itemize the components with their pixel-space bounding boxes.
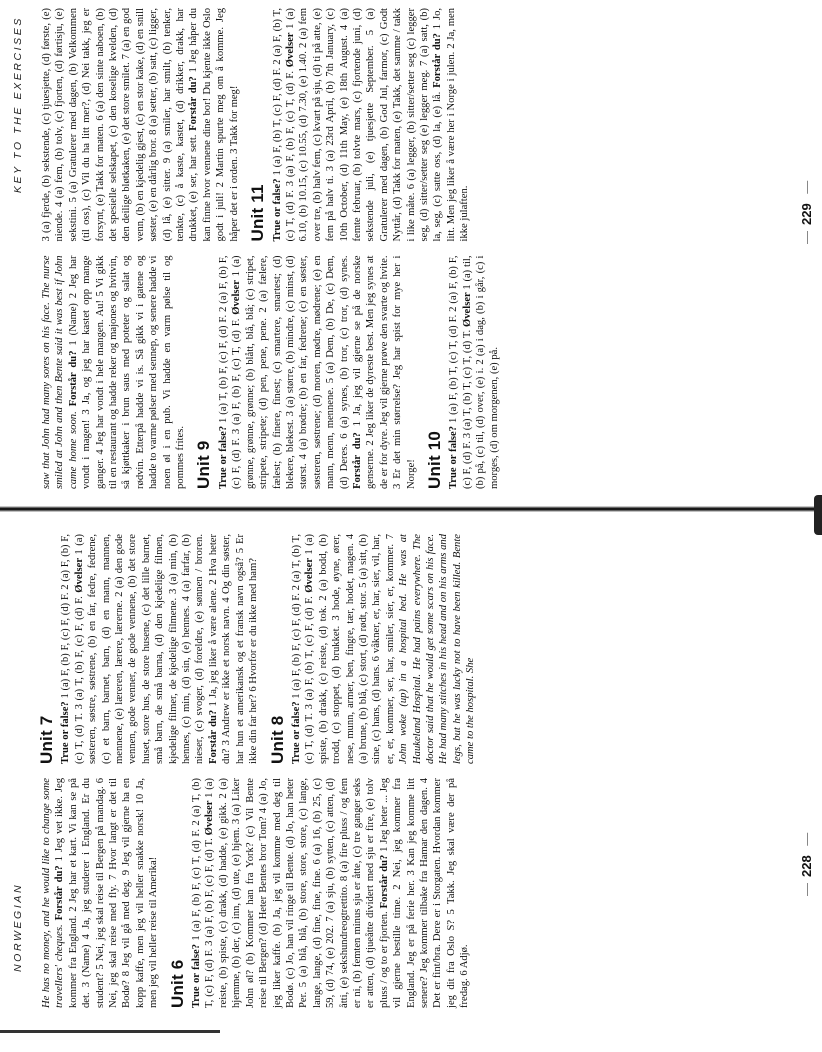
tf-label: True or false? xyxy=(271,175,283,242)
unit-6-title: Unit 6 xyxy=(167,959,187,1008)
running-head: NORWEGIAN xyxy=(12,882,24,972)
tf-answers: 1 (a) F, (b) F, (c) F, (d) F. 2 (a) F, (b) F, (c) T, (d) T. 3 (a) T, (b) F, (c) F, (d) F. xyxy=(60,534,85,764)
unit-7-title: Unit 7 xyxy=(37,715,56,764)
column-2 xyxy=(40,8,501,242)
intro-text: He has no money, and he would like to change some travellers' cheques. xyxy=(41,778,66,1008)
forstar-text: 1 Jeg håper du kan finne hvor vennene dine bor! Du kjente ikke Oslo godt i juli! 2 Martin spurte meg om å komme. Jeg håper det er i orden. 3 Takk for meg! xyxy=(188,7,240,242)
tf-answers: 1 (a) F, (b) T, (c) T, (d) F. 2 (a) F, (b) F, (c) F, (d) F. 3 (a) T, (b) T, (c) T, (d) T. xyxy=(448,255,473,489)
ovelser-label: Øvelser xyxy=(204,797,216,836)
ovelser-answers: 1 (a) reiste, (b) spiste, (c) drakk, (d) hadde, (e) gikk. 2 (a) hjemme, (b) der, (c) inn, (d) ute, (e) hjem. 3 (a) Liker John øl? (b) Kommer han fra York? (c) Vil Bente reise til Bergen? (d) Heter Bentes bror Tom? 4 (a) Jo, jeg liker kaffe. (b) Ja, jeg vil komme med deg til Bodø. (c) Jo, han vil ringe til Bente. (d) Jo, han heter Per. 5 (a) blå, blå, (b) store, store, store, (c) lange, lange, lange, (d) fine, fine, fine. 6 (a) 16, (b) 25, (c) 59, (d) 74, (e) 202. 7 (a) sju, (b) sytten, (c) atten, (d) åtti, (e) sekshundreogtrettito. 8 (a) fire pluss / og fem er ni, (b) femten minus sju er åtte, (c) tre ganger seks er atten, (d) tjueåtte dividert med sju er fire, (e) tolv pluss / og to er fjorten. xyxy=(204,778,390,1008)
ovelser-label: Øvelser xyxy=(304,554,316,593)
forstar-label: Forstår du? xyxy=(207,706,219,764)
forstar-label: Forstår du? xyxy=(432,29,444,88)
tf-label: True or false? xyxy=(290,698,302,764)
forstar-text: 1 Jeg vet ikke. Jeg kommer fra England. 2 Jeg har et kart. Vi kan se på det. 3 (Name) 4 Ja, jeg studerer i England. Er du student? 5 Nei, jeg skal reise til Bergen på mandag. 6 Nei, jeg skal reise med fly. 7 Hvor langt er det til Bodø? 8 Jeg vil gå med deg. 9 Jeg vil gjerne ha en kopp kaffe, men jeg vil heller snakke norsk! 10 Ja, men jeg vil heller reise til Amerika! xyxy=(54,777,160,1008)
unit-9-title: Unit 9 xyxy=(194,440,214,489)
forstar-label: Forstår du? xyxy=(54,861,66,921)
tf-answers: 1 (a) F, (b) F, (c) F, (d) F. 2 (a) T, (b) T, (c) T, (d) T. 3 (a) F, (b) T, (c) F, (d) F. xyxy=(290,533,316,764)
tf-label: True or false? xyxy=(60,698,72,764)
tf-answers: 1 (a) T, (b) F, (c) F, (d) F. 2 (a) F, (b) F, (c) F, (d) F. 3 (a) F, (b) F, (c) T, (d) F. xyxy=(217,255,243,489)
unit-10-title: Unit 10 xyxy=(424,430,444,489)
column-1 xyxy=(40,778,478,1008)
forstar-text: 1 (Name) 2 Jeg har vondt i magen! 3 Ja, og jeg har kastet opp mange ganger. 4 Jeg har vondt i hele mangen. Au! 5 Vi gikk til en restaurant og hadde reker og majones og hvitvin, så kjøttkaker i brun saus med poteter og salat og rødvin. Etterpå hadde vi is. Så gikk vi i gatene og hadde to varme pølser med sennep, og senere hadde vi noen øl i en pub. Vi hadde en varm pølse til og pommes frites. xyxy=(67,255,187,489)
english-translation: John woke (up) in a hospital bed. He was at Haukeland Hospital. He had pains everywhere. The doctor said that he would get some scars on his face. He had many stitches in his head and on his arms and legs, but he was lucky not to have been killed. Bente came to the hospital. She xyxy=(398,534,477,764)
page-number: —228 — xyxy=(799,832,814,896)
forstar-label: Forstår du? xyxy=(188,72,200,131)
unit-11-title: Unit 11 xyxy=(248,184,268,242)
ovelser-label: Øvelser xyxy=(461,289,473,327)
ovelser-answers: 1 (a) søsteren, søstre, søstrene, (b) en far, fedre, fedrene, (c) et barn, barnet, barn, (d) en mann, mannen, mennene, (e) læreren, lærere, lærerne. 2 (a) den gode vennen, gode venner, de gode vennene, (b) det store huset, store hus, de store husene, (c) det lille barnet, små barn, de små barna, (d) den kjedelige filmen, kjedelige filmer, de kjedelige filmene. 3 (a) min, (b) hennes, (c) min, (d) sin, (e) hennes. 4 (a) farfar, (b) nieser, (c) svoger, (d) foreldre, (e) sønnen / broren. xyxy=(73,534,206,764)
book-gutter xyxy=(0,506,822,512)
forstar-text: 1 Jo, litt. Men jeg liker å være her i Norge i julen. 2 Ja, men ikke julaften. xyxy=(432,7,471,242)
column-2 xyxy=(37,533,478,764)
tf-answers: 1 (a) F, (b) F, (c) T, (d) F. 2 (a) T, (b) T, (c) F, (d) F. 3 (a) F, (b) F, (c) F, (d) T. xyxy=(191,777,216,1008)
page-number: —229 — xyxy=(799,180,814,244)
tf-answers: 1 (a) F, (b) T, (c) F, (d) F. 2 (a) F, (b) T, (c) T, (d) F. 3 (a) F, (b) F, (c) T, (d) F. xyxy=(271,7,296,242)
ovelser-label: Øvelser xyxy=(284,28,296,68)
forstar-text: 1 Ja, jeg liker å være alene. 2 Hva heter du? 3 Andrew er ikke et norsk navn. 4 Og din søster, har hun et amerikansk og et fransk navn også? 5 Er ikke din far her? 6 Hvorfor er du ikke med ham? xyxy=(207,534,260,764)
page-229 xyxy=(0,0,822,505)
ovelser-answers: 1 (a) til, (b) på, (c) til, (d) over, (e) i. 2 (a) i dag, (b) i går, (c) i morges, (d) om morgenen, (e) på. xyxy=(461,255,500,489)
ovelser-label: Øvelser xyxy=(231,276,243,315)
tf-label: True or false? xyxy=(191,940,203,1008)
intro-text: saw that John had many sores on his face. The nurse smiled at John and then Bente said it was best if John came home soon. xyxy=(41,255,79,489)
ovelser-answers: 1 (a) spiste, (b) drakk, (c) reiste, (d) tok. 2 (a) bodd, (b) trodd, (c) stoppet, (d) brukket. 3 hode, øyne, ører, nese, munn, armer, ben, fingre, tær, hodet, magen. 4 (a) brune, (b) blå, (c) stort, (d) rødt, stor. 5 (a) sitt, (b) sine, (c) hans, (d) hans. 6 våkner, er, har, sier, vil, har, er, er, kommer, ser, har, smiler, sier, er, kommer. 7 xyxy=(304,534,396,764)
forstar-text: 1 Jeg heter ... Jeg vil gjerne bestille time. 2 Nei, jeg kommer fra England. Jeg er på ferie her. 3 Kan jeg komme litt senere? Jeg kommer tilbake fra Hamar den dagen. 4 Det er fint/bra. Dere er i Storgaten. Hvordan kommer jeg dit fra Oslo S? 5 Takk. Jeg skal være der på fredag. 6 Adjø. xyxy=(378,778,471,1008)
tf-label: True or false? xyxy=(217,422,229,489)
forstar-text: 1 Ja, jeg vil gjerne se på de norske genserne. 2 Jeg liker de dyreste best. Men jeg synes at de er for dyre. Jeg vil gjerne prøve den svarte og hvite. 3 Er det min størrelse? Jeg har spist for mye her i Norge! xyxy=(351,255,417,489)
page-number-text: 228 xyxy=(799,851,814,877)
unit-8-title: Unit 8 xyxy=(267,715,287,764)
ovelser-answers: 1 (a) grønne, grønne, grønne; (b) blått, blå, blå; (c) stripet, stripete, stripete; (d) pen, pene, pene. 2 (a) fælere, fælest; (b) finere, finest; (c) smartere, smartest; (d) blekere, blekest. 3 (a) større, (b) mindre, (c) minst, (d) størst. 4 (a) brødre; (b) en far, fedrene; (c) en søster, søsteren, søstrene; (d) moren, mødre, mødrene; (e) en mann, menn, mennene. 5 (a) Dem, (b) De, (c) Dem, (d) Deres. 6 (a) synes, (b) tror, (c) tror, (d) synes. xyxy=(231,255,350,489)
page-number-text: 229 xyxy=(799,199,814,225)
tf-label: True or false? xyxy=(448,423,460,489)
ovelser-label: Øvelser xyxy=(73,554,85,593)
running-head: KEY TO THE EXERCISES xyxy=(12,16,24,194)
forstar-label: Forstår du? xyxy=(351,426,363,489)
ovelser-answers: 1 (a) 6.10, (b) 10.15, (c) 10.55, (d) 7.30, (e) 1.40. 2 (a) fem over tre, (b) halv fem, (c) kvart på sju, (d) ti på atte, (e) fem på halv ti. 3 (a) 23rd April, (b) 7th January, (c) 10th October, (d) 11th May, (e) 18th August. 4 (a) femte februar, (b) tolvte mars, (c) fjortende juni, (d) sekstende juli, (e) tjuesjette September. 5 (a) Gratulerer med dagen, (b) God Jul, farmor, (c) Godt Nyttår, (d) Takk for maten, (e) Takk, det samme / takk i like måte. 6 (a) legger, (b) sitter/setter seg (c) legger seg, (d) sitter/setter seg (e) legger meg. 7 (a) satt, (b) la, seg, (c) satte oss, (d) la, (e) lå. xyxy=(284,7,444,242)
answers-text: 3 (a) fjerde, (b) sekstende, (c) tjuesjette, (d) første, (e) niende. 4 (a) fem, (b) tolv, (c) fjorten, (d) førtisju, (e) sekstini. 5 (a) Gratulerer med dagen, (b) Velkommen (til oss), (c) Vil du ha litt mer?, (d) Nei takk, jeg er forsynt, (e) Takk for maten. 6 (a) den sinte naboen, (b) det spesielle selskapet, (c) den koselige kvelden, (d) den deilige bløtkaken, (e) det store smilet. 7 (a) en god venn, (b) en kjedelig gjest, (c) en stor kake, (d) en snill søster, (e) en dårlig bror. 8 (a) setter, (b) satt, (c) ligger, (d) lå, (e) sitter. 9 (a) smiler, har smilt, (b) tenker, tenkte, (c) å kaste, kastet, (d) drikker, drakk, har drukket, (e) ser, har sett. xyxy=(41,8,200,242)
column-1 xyxy=(40,256,501,490)
forstar-label: Forstår du? xyxy=(378,851,390,909)
forstar-label: Forstår du? xyxy=(67,345,79,407)
page-228 xyxy=(0,520,822,1052)
